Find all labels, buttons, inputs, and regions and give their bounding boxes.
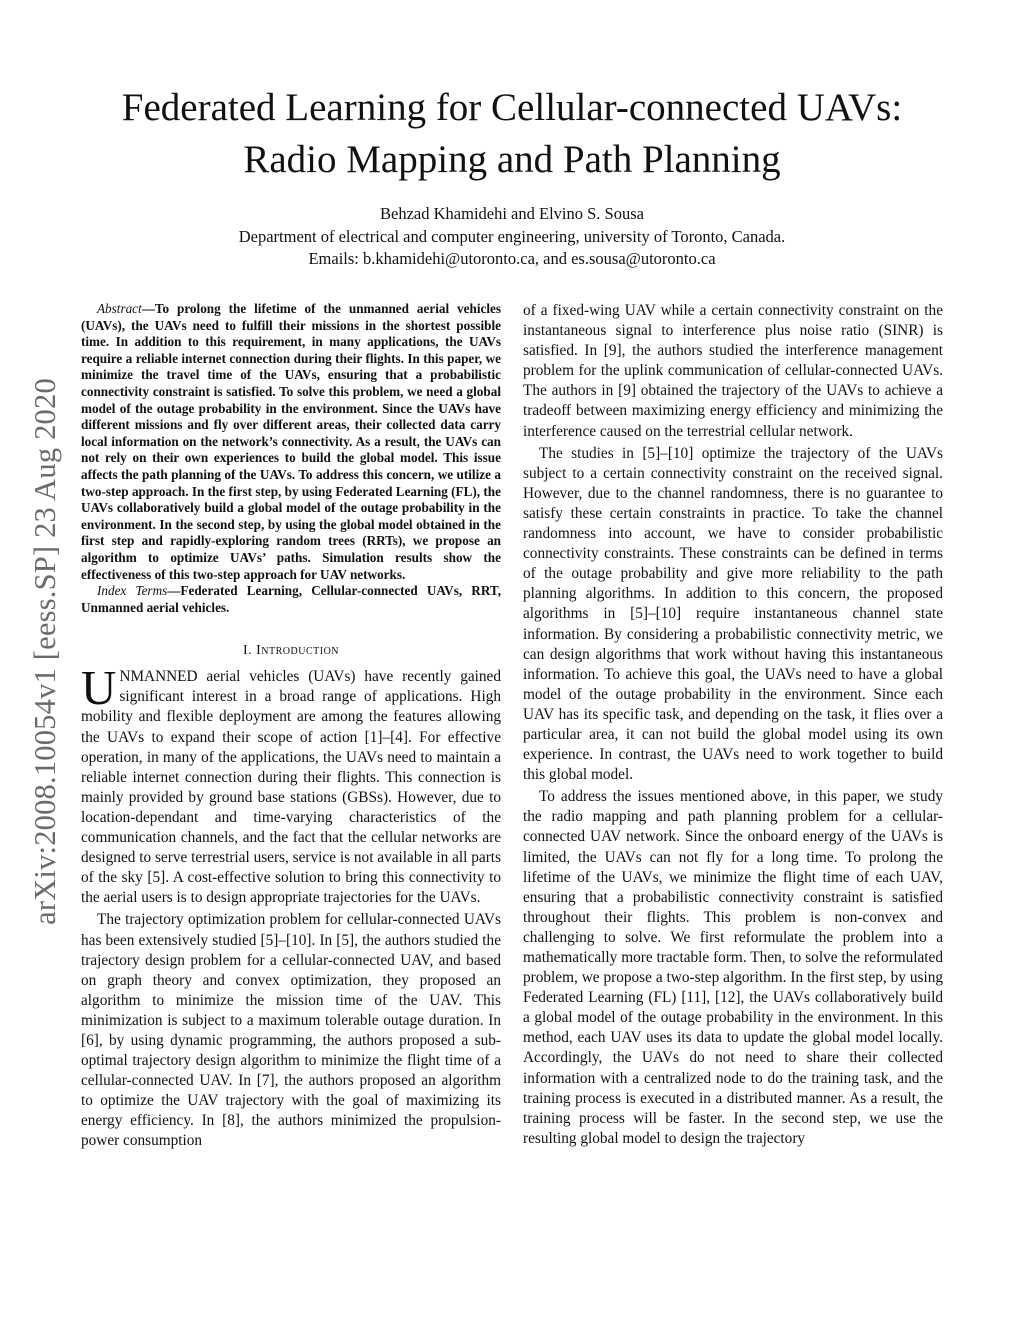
index-terms-label: Index Terms	[97, 583, 168, 599]
author-block	[60, 203, 964, 271]
left-column	[81, 301, 501, 1152]
index-terms-text: —Federated Learning, Cellular-connected UAVs, RRT, Unmanned aerial vehicles.	[81, 583, 501, 615]
arxiv-sidebar-stamp	[24, 343, 66, 960]
affiliation: Department of electrical and computer engineering, university of Toronto, Canada.	[238, 226, 786, 246]
abstract-label: Abstract	[97, 301, 142, 316]
intro-paragraph-5: To address the issues mentioned above, in this paper, we study the radio mapping and path planning problem for a cellular-connected UAV network. Since the onboard energy of the UAVs is limited, the UAVs can not fly for a long time. To prolong the lifetime of the UAVs, we minimize the flight time of each UAV, ensuring that a probabilistic connectivity constraint is satisfied throughout their flights. This problem is non-convex and challenging to solve. We first reformulate the problem into a mathematically more tractable form. Then, to solve the reformulated problem, we propose a two-step algorithm. In the first step, by using Federated Learning (FL) [11], [12], the UAVs collaboratively build a global model of the outage probability in the environment. In this method, each UAV uses its data to update the global model locally. Accordingly, the UAVs do not need to share their collected information with a centralized node to do the training task, and the training process is executed in a distributed manner. As a result, the training process will be faster. In the second step, we use the resulting global model to design the trajectory	[523, 788, 943, 1147]
author-emails: Emails: b.khamidehi@utoronto.ca, and es.sousa@utoronto.ca	[308, 249, 716, 268]
paper-title	[60, 82, 964, 186]
abstract-text: —To prolong the lifetime of the unmanned aerial vehicles (UAVs), the UAVs need to fulfill their missions in the shortest possible time. In addition to this requirement, in many applications, the UAVs require a reliable internet connection during their flights. In this paper, we minimize the travel time of the UAVs, ensuring that a probabilistic connectivity constraint is satisfied. To solve this problem, we need a global model of the outage probability in the environment. Since the UAVs have different missions and fly over different areas, their collected data carry local information on the network’s connectivity. As a result, the UAVs can not rely on their own experiences to build the global model. This issue affects the path planning of the UAVs. To address this concern, we utilize a two-step approach. In the first step, by using Federated Learning (FL), the UAVs collaboratively build a global model of the outage probability in the environment. In the second step, by using the global model obtained in the first step and rapidly-exploring random trees (RRTs), we propose an algorithm to optimize UAVs’ paths. Simulation results show the effectiveness of this two-step approach for UAV networks.	[81, 301, 501, 582]
title-line-1: Federated Learning for Cellular-connected UAVs:	[121, 86, 903, 129]
intro-paragraph-4: The studies in [5]–[10] optimize the trajectory of the UAVs subject to a certain connectivity constraint on the received signal. However, due to the channel randomness, there is no guarantee to satisfy these certain constraints in practice. To take the channel randomness into account, we have to consider probabilistic connectivity constraints. These constraints can be defined in terms of the outage probability and give more reliability to the path planning algorithms. In addition to this concern, the proposed algorithms in [5]–[10] require instantaneous channel state information. By considering a probabilistic connectivity metric, we can design algorithms that work without having this instantaneous information. To achieve this goal, the UAVs need to have a global model of the outage probability in the environment. Since each UAV has its specific task, and depending on the task, it flies over a particular area, it can not build the global model using its own experience. In contrast, the UAVs need to work together to build this global model.	[523, 444, 943, 784]
intro-paragraph-1-text: NMANNED aerial vehicles (UAVs) have recently gained significant interest in a broad range of applications. High mobility and flexible deployment are among the features allowing the UAVs to expand their scope of action [1]–[4]. For effective operation, in many of the applications, the UAVs need to maintain a reliable internet connection during their flights. This connection is mainly provided by ground base stations (GBSs). However, due to location-dependant and time-varying characteristics of the communication channels, and the fact that the cellular networks are designed to serve terrestrial users, service is not available in all parts of the sky [5]. A cost-effective solution to bring this connectivity to the aerial users is to design appropriate trajectories for the UAVs.	[81, 668, 501, 907]
author-names: Behzad Khamidehi and Elvino S. Sousa	[380, 204, 644, 223]
right-column	[523, 301, 943, 1149]
index-terms	[81, 583, 501, 616]
abstract	[81, 301, 501, 583]
intro-paragraph-2: The trajectory optimization problem for cellular-connected UAVs has been extensively studied [5]–[10]. In [5], the authors studied the trajectory design problem for a cellular-connected UAV, and based on graph theory and convex optimization, they proposed an algorithm to minimize the mission time of the UAV. This minimization is subject to a maximum tolerable outage duration. In [6], by using dynamic programming, the authors proposed a sub-optimal trajectory design algorithm to minimize the flight time of a cellular-connected UAV. In [7], the authors proposed an algorithm to optimize the UAV trajectory with the goal of maximizing its energy efficiency. In [8], the authors minimized the propulsion-power consumption	[81, 911, 501, 1150]
drop-cap: U	[81, 660, 117, 716]
intro-paragraph-1	[81, 660, 501, 908]
title-line-2: Radio Mapping and Path Planning	[243, 138, 781, 181]
section-heading-introduction: I. Introduction	[242, 643, 340, 659]
arxiv-id: arXiv:2008.10054v1 [eess.SP] 23 Aug 2020	[27, 378, 62, 925]
intro-paragraph-3: of a fixed-wing UAV while a certain connectivity constraint on the instantaneous signal to interference plus noise ratio (SINR) is satisfied. In [9], the authors studied the interference management problem for the uplink communication of cellular-connected UAVs. The authors in [9] obtained the trajectory of the UAVs to achieve a tradeoff between maximizing energy efficiency and minimizing the interference caused on the terrestrial cellular network.	[523, 302, 943, 440]
